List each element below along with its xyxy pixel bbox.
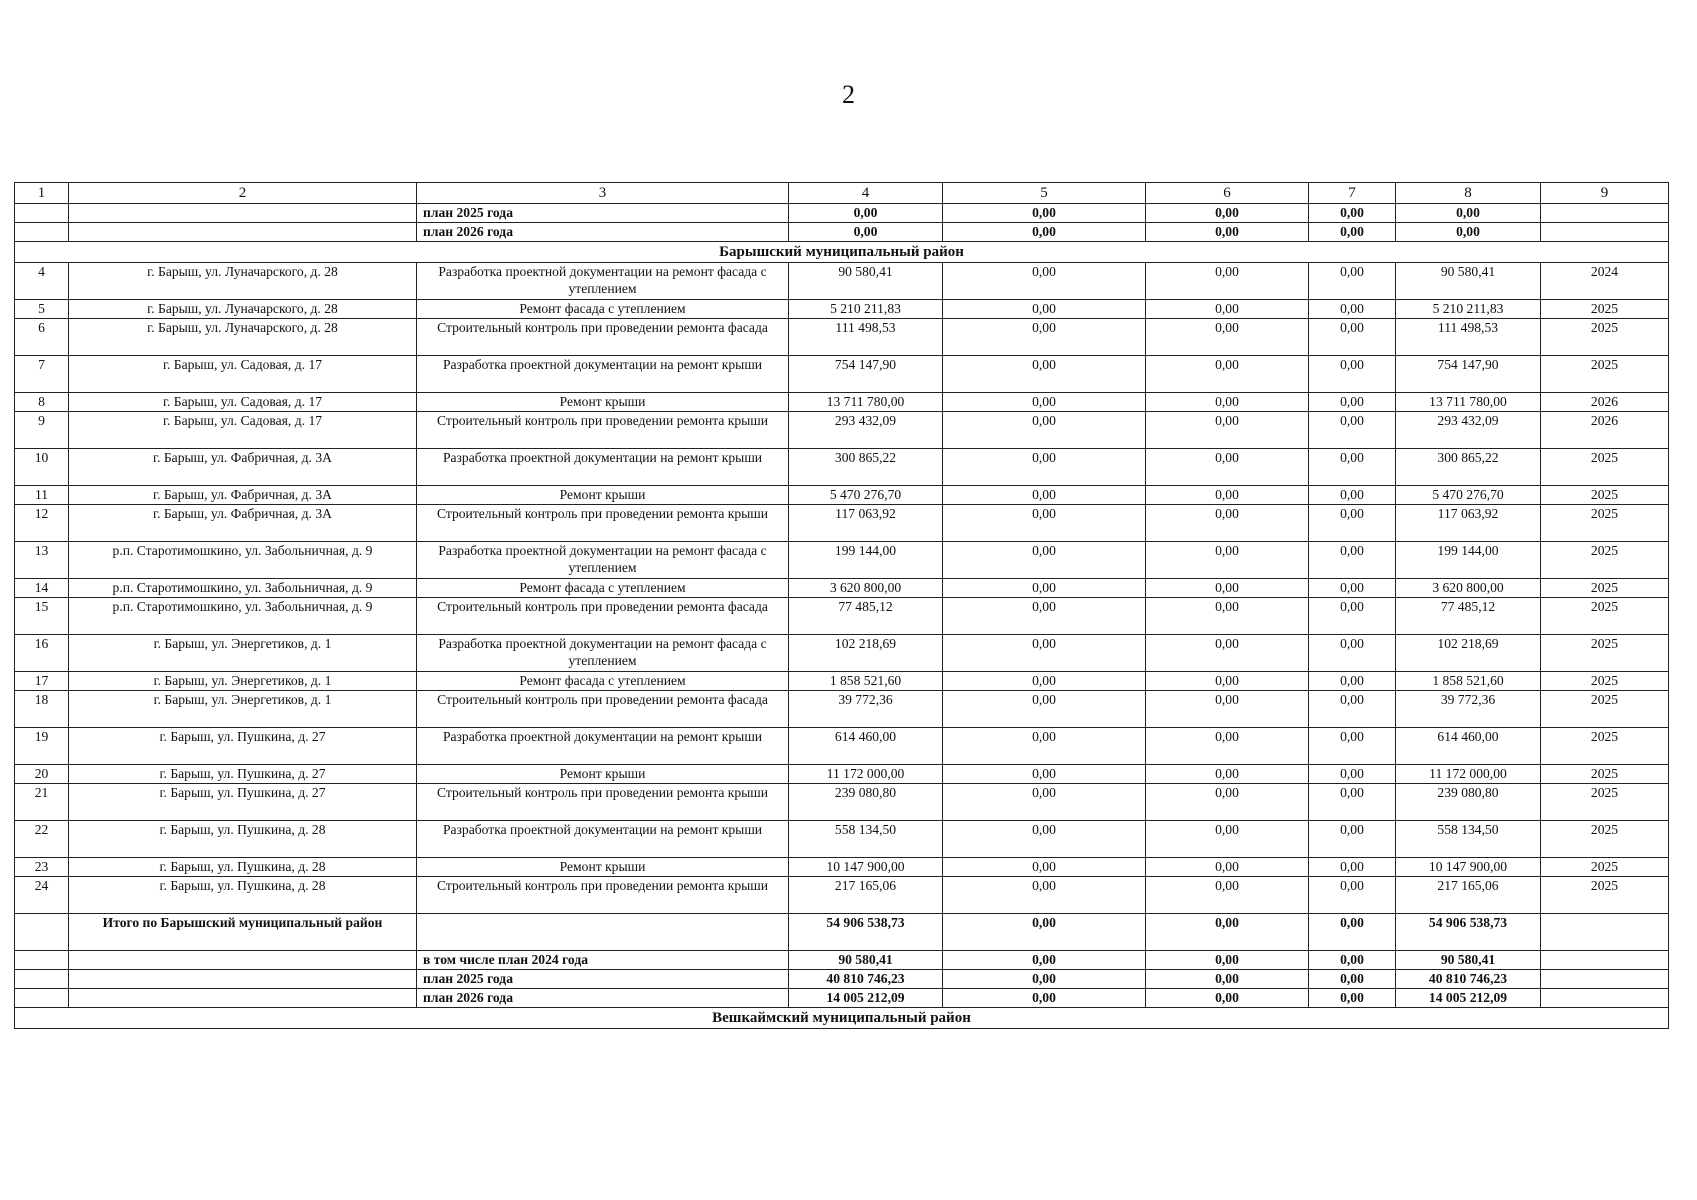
summary-label: в том числе план 2024 года xyxy=(417,951,789,970)
year-cell: 2024 xyxy=(1541,263,1669,300)
address-cell xyxy=(69,223,417,242)
address-cell: г. Барыш, ул. Пушкина, д. 28 xyxy=(69,858,417,877)
amount-cell: 0,00 xyxy=(1309,356,1396,393)
year-cell: 2025 xyxy=(1541,300,1669,319)
amount-cell: 199 144,00 xyxy=(789,542,943,579)
amount-cell: 0,00 xyxy=(943,951,1146,970)
table-row xyxy=(15,356,1669,393)
amount-cell: 0,00 xyxy=(943,914,1146,951)
column-number: 9 xyxy=(1541,183,1669,204)
table-row xyxy=(15,672,1669,691)
amount-cell: 0,00 xyxy=(1309,784,1396,821)
column-number: 7 xyxy=(1309,183,1396,204)
address-cell: г. Барыш, ул. Энергетиков, д. 1 xyxy=(69,635,417,672)
amount-cell: 5 470 276,70 xyxy=(789,486,943,505)
amount-cell: 0,00 xyxy=(1309,672,1396,691)
amount-cell: 117 063,92 xyxy=(1396,505,1541,542)
amount-cell: 0,00 xyxy=(1146,821,1309,858)
address-cell xyxy=(69,204,417,223)
amount-cell: 0,00 xyxy=(1309,821,1396,858)
amount-cell: 0,00 xyxy=(1146,204,1309,223)
amount-cell: 1 858 521,60 xyxy=(1396,672,1541,691)
row-number: 18 xyxy=(15,691,69,728)
amount-cell: 293 432,09 xyxy=(1396,412,1541,449)
table-row xyxy=(15,728,1669,765)
work-type-cell: Разработка проектной документации на ремонт крыши xyxy=(417,821,789,858)
column-number: 1 xyxy=(15,183,69,204)
amount-cell: 0,00 xyxy=(943,691,1146,728)
row-number: 24 xyxy=(15,877,69,914)
row-number xyxy=(15,204,69,223)
table-row xyxy=(15,319,1669,356)
year-cell: 2025 xyxy=(1541,449,1669,486)
row-number: 15 xyxy=(15,598,69,635)
table-row xyxy=(15,858,1669,877)
amount-cell: 558 134,50 xyxy=(1396,821,1541,858)
amount-cell: 0,00 xyxy=(943,672,1146,691)
table-row xyxy=(15,412,1669,449)
amount-cell: 0,00 xyxy=(943,319,1146,356)
amount-cell: 0,00 xyxy=(1146,542,1309,579)
amount-cell: 0,00 xyxy=(1146,970,1309,989)
amount-cell: 102 218,69 xyxy=(789,635,943,672)
year-cell: 2025 xyxy=(1541,728,1669,765)
work-type-cell: Ремонт крыши xyxy=(417,765,789,784)
amount-cell: 0,00 xyxy=(1309,691,1396,728)
address-cell: г. Барыш, ул. Энергетиков, д. 1 xyxy=(69,691,417,728)
plan-row xyxy=(15,951,1669,970)
work-type-cell: Строительный контроль при проведении ремонта крыши xyxy=(417,412,789,449)
amount-cell: 0,00 xyxy=(1309,449,1396,486)
amount-cell: 0,00 xyxy=(1146,728,1309,765)
year-cell: 2025 xyxy=(1541,691,1669,728)
amount-cell: 0,00 xyxy=(1309,598,1396,635)
year-cell: 2025 xyxy=(1541,821,1669,858)
amount-cell: 217 165,06 xyxy=(1396,877,1541,914)
amount-cell: 0,00 xyxy=(1309,579,1396,598)
amount-cell: 0,00 xyxy=(943,858,1146,877)
amount-cell: 0,00 xyxy=(1146,914,1309,951)
amount-cell: 0,00 xyxy=(943,989,1146,1008)
amount-cell: 239 080,80 xyxy=(1396,784,1541,821)
amount-cell: 0,00 xyxy=(943,728,1146,765)
column-number: 2 xyxy=(69,183,417,204)
amount-cell: 0,00 xyxy=(1146,300,1309,319)
address-cell: г. Барыш, ул. Энергетиков, д. 1 xyxy=(69,672,417,691)
work-type-cell: Ремонт фасада с утеплением xyxy=(417,300,789,319)
year-cell: 2025 xyxy=(1541,598,1669,635)
amount-cell: 300 865,22 xyxy=(1396,449,1541,486)
amount-cell: 0,00 xyxy=(1146,223,1309,242)
summary-label: план 2026 года xyxy=(417,989,789,1008)
amount-cell: 558 134,50 xyxy=(789,821,943,858)
amount-cell: 54 906 538,73 xyxy=(789,914,943,951)
address-cell: р.п. Старотимошкино, ул. Забольничная, д. 9 xyxy=(69,598,417,635)
amount-cell: 77 485,12 xyxy=(1396,598,1541,635)
amount-cell: 10 147 900,00 xyxy=(1396,858,1541,877)
work-type-cell xyxy=(417,914,789,951)
year-cell: 2026 xyxy=(1541,393,1669,412)
column-number: 8 xyxy=(1396,183,1541,204)
row-number: 13 xyxy=(15,542,69,579)
amount-cell: 0,00 xyxy=(1309,393,1396,412)
amount-cell: 0,00 xyxy=(1146,635,1309,672)
amount-cell: 0,00 xyxy=(943,635,1146,672)
row-number: 10 xyxy=(15,449,69,486)
year-cell xyxy=(1541,970,1669,989)
amount-cell: 0,00 xyxy=(943,821,1146,858)
address-cell: р.п. Старотимошкино, ул. Забольничная, д. 9 xyxy=(69,579,417,598)
amount-cell: 90 580,41 xyxy=(1396,263,1541,300)
plan-row xyxy=(15,989,1669,1008)
row-number: 8 xyxy=(15,393,69,412)
row-number: 20 xyxy=(15,765,69,784)
address-cell: г. Барыш, ул. Садовая, д. 17 xyxy=(69,356,417,393)
amount-cell: 0,00 xyxy=(1396,204,1541,223)
amount-cell: 111 498,53 xyxy=(789,319,943,356)
amount-cell: 199 144,00 xyxy=(1396,542,1541,579)
row-number xyxy=(15,970,69,989)
amount-cell: 0,00 xyxy=(1309,486,1396,505)
year-cell: 2025 xyxy=(1541,877,1669,914)
work-type-cell: Ремонт фасада с утеплением xyxy=(417,672,789,691)
amount-cell: 0,00 xyxy=(1146,449,1309,486)
address-cell: г. Барыш, ул. Фабричная, д. 3А xyxy=(69,486,417,505)
summary-label: план 2025 года xyxy=(417,970,789,989)
year-cell: 2025 xyxy=(1541,858,1669,877)
amount-cell: 0,00 xyxy=(943,542,1146,579)
work-type-cell: Ремонт крыши xyxy=(417,858,789,877)
amount-cell: 39 772,36 xyxy=(1396,691,1541,728)
amount-cell: 0,00 xyxy=(1309,765,1396,784)
amount-cell: 0,00 xyxy=(943,204,1146,223)
plan-row xyxy=(15,970,1669,989)
row-number xyxy=(15,989,69,1008)
row-number: 14 xyxy=(15,579,69,598)
amount-cell: 0,00 xyxy=(1146,486,1309,505)
amount-cell: 3 620 800,00 xyxy=(1396,579,1541,598)
year-cell: 2025 xyxy=(1541,784,1669,821)
row-number: 19 xyxy=(15,728,69,765)
row-number: 23 xyxy=(15,858,69,877)
table-row xyxy=(15,691,1669,728)
amount-cell: 0,00 xyxy=(1309,970,1396,989)
amount-cell: 0,00 xyxy=(943,877,1146,914)
year-cell xyxy=(1541,989,1669,1008)
year-cell: 2025 xyxy=(1541,542,1669,579)
table-row xyxy=(15,579,1669,598)
summary-label: план 2025 года xyxy=(417,204,789,223)
amount-cell: 0,00 xyxy=(1146,951,1309,970)
address-cell: г. Барыш, ул. Пушкина, д. 27 xyxy=(69,784,417,821)
plan-row xyxy=(15,204,1669,223)
amount-cell: 0,00 xyxy=(1309,858,1396,877)
year-cell: 2025 xyxy=(1541,505,1669,542)
row-number xyxy=(15,914,69,951)
address-cell: г. Барыш, ул. Пушкина, д. 27 xyxy=(69,765,417,784)
address-cell: г. Барыш, ул. Фабричная, д. 3А xyxy=(69,449,417,486)
address-cell: г. Барыш, ул. Луначарского, д. 28 xyxy=(69,300,417,319)
amount-cell: 13 711 780,00 xyxy=(789,393,943,412)
address-cell xyxy=(69,989,417,1008)
table-row xyxy=(15,542,1669,579)
row-number: 6 xyxy=(15,319,69,356)
row-number: 7 xyxy=(15,356,69,393)
amount-cell: 0,00 xyxy=(789,223,943,242)
work-type-cell: Разработка проектной документации на ремонт фасада с утеплением xyxy=(417,263,789,300)
year-cell xyxy=(1541,914,1669,951)
row-number: 22 xyxy=(15,821,69,858)
amount-cell: 0,00 xyxy=(1309,914,1396,951)
amount-cell: 1 858 521,60 xyxy=(789,672,943,691)
year-cell: 2025 xyxy=(1541,486,1669,505)
row-number: 12 xyxy=(15,505,69,542)
row-number: 11 xyxy=(15,486,69,505)
amount-cell: 0,00 xyxy=(943,765,1146,784)
amount-cell: 0,00 xyxy=(1146,784,1309,821)
year-cell: 2025 xyxy=(1541,579,1669,598)
amount-cell: 614 460,00 xyxy=(789,728,943,765)
row-number: 16 xyxy=(15,635,69,672)
amount-cell: 0,00 xyxy=(1146,356,1309,393)
amount-cell: 0,00 xyxy=(1309,951,1396,970)
amount-cell: 0,00 xyxy=(1309,300,1396,319)
year-cell: 2025 xyxy=(1541,672,1669,691)
table-row xyxy=(15,598,1669,635)
amount-cell: 0,00 xyxy=(943,356,1146,393)
work-type-cell: Строительный контроль при проведении ремонта фасада xyxy=(417,691,789,728)
amount-cell: 0,00 xyxy=(1146,505,1309,542)
amount-cell: 0,00 xyxy=(943,449,1146,486)
amount-cell: 5 210 211,83 xyxy=(789,300,943,319)
section-row xyxy=(15,242,1669,263)
column-number: 5 xyxy=(943,183,1146,204)
address-cell: г. Барыш, ул. Пушкина, д. 27 xyxy=(69,728,417,765)
amount-cell: 217 165,06 xyxy=(789,877,943,914)
address-cell: г. Барыш, ул. Пушкина, д. 28 xyxy=(69,821,417,858)
amount-cell: 90 580,41 xyxy=(789,951,943,970)
work-type-cell: Ремонт крыши xyxy=(417,393,789,412)
table-row xyxy=(15,300,1669,319)
amount-cell: 0,00 xyxy=(1146,765,1309,784)
amount-cell: 90 580,41 xyxy=(1396,951,1541,970)
amount-cell: 11 172 000,00 xyxy=(789,765,943,784)
year-cell: 2026 xyxy=(1541,412,1669,449)
amount-cell: 0,00 xyxy=(1309,204,1396,223)
amount-cell: 0,00 xyxy=(943,223,1146,242)
amount-cell: 754 147,90 xyxy=(789,356,943,393)
work-type-cell: Разработка проектной документации на ремонт крыши xyxy=(417,449,789,486)
amount-cell: 0,00 xyxy=(1146,858,1309,877)
amount-cell: 0,00 xyxy=(1146,393,1309,412)
amount-cell: 0,00 xyxy=(1146,672,1309,691)
amount-cell: 5 470 276,70 xyxy=(1396,486,1541,505)
amount-cell: 0,00 xyxy=(1309,635,1396,672)
amount-cell: 111 498,53 xyxy=(1396,319,1541,356)
work-type-cell: Ремонт крыши xyxy=(417,486,789,505)
table-row xyxy=(15,877,1669,914)
work-type-cell: Строительный контроль при проведении ремонта фасада xyxy=(417,598,789,635)
amount-cell: 0,00 xyxy=(1146,319,1309,356)
amount-cell: 0,00 xyxy=(1146,598,1309,635)
amount-cell: 14 005 212,09 xyxy=(789,989,943,1008)
amount-cell: 0,00 xyxy=(1309,263,1396,300)
amount-cell: 0,00 xyxy=(1309,505,1396,542)
amount-cell: 0,00 xyxy=(943,486,1146,505)
work-type-cell: Разработка проектной документации на ремонт фасада с утеплением xyxy=(417,635,789,672)
work-type-cell: Ремонт фасада с утеплением xyxy=(417,579,789,598)
year-cell xyxy=(1541,951,1669,970)
amount-cell: 614 460,00 xyxy=(1396,728,1541,765)
amount-cell: 0,00 xyxy=(943,412,1146,449)
row-number: 21 xyxy=(15,784,69,821)
table-row xyxy=(15,635,1669,672)
page-number: 2 xyxy=(842,80,855,109)
amount-cell: 102 218,69 xyxy=(1396,635,1541,672)
amount-cell: 300 865,22 xyxy=(789,449,943,486)
amount-cell: 0,00 xyxy=(943,970,1146,989)
amount-cell: 0,00 xyxy=(1309,319,1396,356)
address-cell: г. Барыш, ул. Садовая, д. 17 xyxy=(69,412,417,449)
row-number: 17 xyxy=(15,672,69,691)
year-cell: 2025 xyxy=(1541,765,1669,784)
amount-cell: 11 172 000,00 xyxy=(1396,765,1541,784)
table-row xyxy=(15,393,1669,412)
amount-cell: 117 063,92 xyxy=(789,505,943,542)
work-type-cell: Разработка проектной документации на ремонт крыши xyxy=(417,356,789,393)
amount-cell: 0,00 xyxy=(1309,877,1396,914)
work-type-cell: Разработка проектной документации на ремонт фасада с утеплением xyxy=(417,542,789,579)
year-cell: 2025 xyxy=(1541,635,1669,672)
amount-cell: 0,00 xyxy=(943,579,1146,598)
address-cell: г. Барыш, ул. Садовая, д. 17 xyxy=(69,393,417,412)
address-cell xyxy=(69,970,417,989)
year-cell: 2025 xyxy=(1541,356,1669,393)
amount-cell: 40 810 746,23 xyxy=(789,970,943,989)
column-number: 6 xyxy=(1146,183,1309,204)
amount-cell: 0,00 xyxy=(1146,691,1309,728)
section-row xyxy=(15,1008,1669,1029)
table-body xyxy=(15,183,1669,1029)
amount-cell: 0,00 xyxy=(1309,412,1396,449)
amount-cell: 90 580,41 xyxy=(789,263,943,300)
row-number: 5 xyxy=(15,300,69,319)
address-cell: г. Барыш, ул. Пушкина, д. 28 xyxy=(69,877,417,914)
year-cell xyxy=(1541,223,1669,242)
year-cell: 2025 xyxy=(1541,319,1669,356)
total-row xyxy=(15,914,1669,951)
amount-cell: 239 080,80 xyxy=(789,784,943,821)
amount-cell: 40 810 746,23 xyxy=(1396,970,1541,989)
summary-label: Итого по Барышский муниципальный район xyxy=(69,914,417,951)
amount-cell: 0,00 xyxy=(789,204,943,223)
work-type-cell: Строительный контроль при проведении ремонта крыши xyxy=(417,877,789,914)
column-number-row xyxy=(15,183,1669,204)
section-title: Вешкаймский муниципальный район xyxy=(15,1008,1669,1029)
table-row xyxy=(15,505,1669,542)
summary-label: план 2026 года xyxy=(417,223,789,242)
amount-cell: 0,00 xyxy=(1146,412,1309,449)
amount-cell: 77 485,12 xyxy=(789,598,943,635)
plan-row xyxy=(15,223,1669,242)
budget-table-container xyxy=(14,182,1668,1029)
amount-cell: 0,00 xyxy=(943,505,1146,542)
row-number: 9 xyxy=(15,412,69,449)
address-cell: г. Барыш, ул. Фабричная, д. 3А xyxy=(69,505,417,542)
row-number xyxy=(15,223,69,242)
amount-cell: 0,00 xyxy=(943,300,1146,319)
amount-cell: 0,00 xyxy=(1146,263,1309,300)
amount-cell: 0,00 xyxy=(1146,989,1309,1008)
table-row xyxy=(15,784,1669,821)
amount-cell: 13 711 780,00 xyxy=(1396,393,1541,412)
amount-cell: 10 147 900,00 xyxy=(789,858,943,877)
work-type-cell: Разработка проектной документации на ремонт крыши xyxy=(417,728,789,765)
amount-cell: 0,00 xyxy=(1396,223,1541,242)
table-row xyxy=(15,449,1669,486)
amount-cell: 754 147,90 xyxy=(1396,356,1541,393)
amount-cell: 0,00 xyxy=(1146,579,1309,598)
amount-cell: 0,00 xyxy=(1309,728,1396,765)
amount-cell: 14 005 212,09 xyxy=(1396,989,1541,1008)
column-number: 4 xyxy=(789,183,943,204)
section-title: Барышский муниципальный район xyxy=(15,242,1669,263)
address-cell: г. Барыш, ул. Луначарского, д. 28 xyxy=(69,319,417,356)
address-cell: р.п. Старотимошкино, ул. Забольничная, д. 9 xyxy=(69,542,417,579)
column-number: 3 xyxy=(417,183,789,204)
amount-cell: 0,00 xyxy=(1146,877,1309,914)
amount-cell: 0,00 xyxy=(1309,542,1396,579)
work-type-cell: Строительный контроль при проведении ремонта фасада xyxy=(417,319,789,356)
work-type-cell: Строительный контроль при проведении ремонта крыши xyxy=(417,784,789,821)
amount-cell: 0,00 xyxy=(943,598,1146,635)
budget-table xyxy=(14,182,1669,1029)
year-cell xyxy=(1541,204,1669,223)
address-cell xyxy=(69,951,417,970)
amount-cell: 3 620 800,00 xyxy=(789,579,943,598)
table-row xyxy=(15,821,1669,858)
address-cell: г. Барыш, ул. Луначарского, д. 28 xyxy=(69,263,417,300)
amount-cell: 293 432,09 xyxy=(789,412,943,449)
row-number xyxy=(15,951,69,970)
amount-cell: 0,00 xyxy=(1309,223,1396,242)
amount-cell: 5 210 211,83 xyxy=(1396,300,1541,319)
amount-cell: 0,00 xyxy=(943,393,1146,412)
amount-cell: 0,00 xyxy=(943,263,1146,300)
amount-cell: 39 772,36 xyxy=(789,691,943,728)
work-type-cell: Строительный контроль при проведении ремонта крыши xyxy=(417,505,789,542)
amount-cell: 0,00 xyxy=(1309,989,1396,1008)
amount-cell: 54 906 538,73 xyxy=(1396,914,1541,951)
row-number: 4 xyxy=(15,263,69,300)
table-row xyxy=(15,263,1669,300)
amount-cell: 0,00 xyxy=(943,784,1146,821)
table-row xyxy=(15,486,1669,505)
table-row xyxy=(15,765,1669,784)
